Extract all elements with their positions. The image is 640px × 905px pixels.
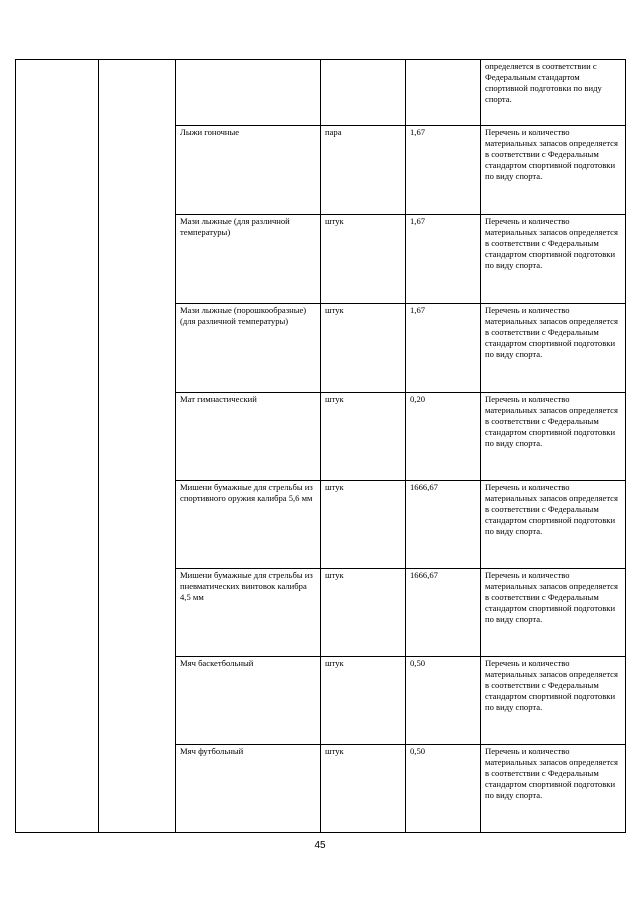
- unit-cell: штук: [321, 481, 406, 569]
- item-name-cell: Мази лыжные (для различной температуры): [176, 215, 321, 304]
- page-number: 45: [314, 840, 326, 851]
- note-cell: Перечень и количество материальных запасов определяется в соответствии с Федеральным стандартом спортивной подготовки по виду спорта.: [481, 569, 626, 657]
- quantity-cell: 1666,67: [406, 481, 481, 569]
- item-name-cell: [176, 60, 321, 126]
- unit-cell: штук: [321, 215, 406, 304]
- quantity-cell: 1,67: [406, 126, 481, 215]
- unit-cell: штук: [321, 393, 406, 481]
- quantity-cell: 1,67: [406, 215, 481, 304]
- item-name-cell: Лыжи гоночные: [176, 126, 321, 215]
- unit-cell: пара: [321, 126, 406, 215]
- unit-cell: [321, 60, 406, 126]
- quantity-cell: 0,20: [406, 393, 481, 481]
- table-row: [16, 60, 626, 126]
- item-name-cell: Мяч футбольный: [176, 745, 321, 833]
- quantity-cell: [406, 60, 481, 126]
- materials-table: [15, 59, 626, 833]
- note-cell: Перечень и количество материальных запасов определяется в соответствии с Федеральным стандартом спортивной подготовки по виду спорта.: [481, 481, 626, 569]
- item-name-cell: Мат гимнастический: [176, 393, 321, 481]
- quantity-cell: 0,50: [406, 657, 481, 745]
- unit-cell: штук: [321, 304, 406, 393]
- item-name-cell: Мяч баскетбольный: [176, 657, 321, 745]
- unit-cell: штук: [321, 657, 406, 745]
- note-cell: Перечень и количество материальных запасов определяется в соответствии с Федеральным стандартом спортивной подготовки по виду спорта.: [481, 215, 626, 304]
- empty-cell: [99, 60, 176, 833]
- unit-cell: штук: [321, 745, 406, 833]
- unit-cell: штук: [321, 569, 406, 657]
- item-name-cell: Мази лыжные (порошкообразные) (для различной температуры): [176, 304, 321, 393]
- note-cell: Перечень и количество материальных запасов определяется в соответствии с Федеральным стандартом спортивной подготовки по виду спорта.: [481, 126, 626, 215]
- quantity-cell: 0,50: [406, 745, 481, 833]
- note-cell: Перечень и количество материальных запасов определяется в соответствии с Федеральным стандартом спортивной подготовки по виду спорта.: [481, 304, 626, 393]
- item-name-cell: Мишени бумажные для стрельбы из спортивного оружия калибра 5,6 мм: [176, 481, 321, 569]
- note-cell: Перечень и количество материальных запасов определяется в соответствии с Федеральным стандартом спортивной подготовки по виду спорта.: [481, 657, 626, 745]
- quantity-cell: 1666,67: [406, 569, 481, 657]
- note-cell: определяется в соответствии с Федеральным стандартом спортивной подготовки по виду спорта.: [481, 60, 626, 126]
- empty-cell: [16, 60, 99, 833]
- item-name-cell: Мишени бумажные для стрельбы из пневматических винтовок калибра 4,5 мм: [176, 569, 321, 657]
- quantity-cell: 1,67: [406, 304, 481, 393]
- note-cell: Перечень и количество материальных запасов определяется в соответствии с Федеральным стандартом спортивной подготовки по виду спорта.: [481, 393, 626, 481]
- note-cell: Перечень и количество материальных запасов определяется в соответствии с Федеральным стандартом спортивной подготовки по виду спорта.: [481, 745, 626, 833]
